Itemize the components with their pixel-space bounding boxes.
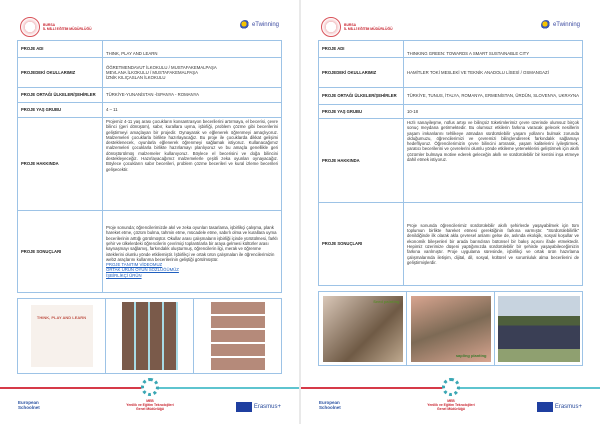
label-about: PROJE HAKKINDA	[18, 118, 103, 211]
etwinning-logo	[541, 20, 580, 30]
meb-star-icon	[442, 378, 460, 396]
logo-text: European	[18, 400, 39, 405]
eu-flag-icon	[236, 402, 252, 412]
age-group: 10-18	[404, 105, 583, 119]
logo-text: MEB	[146, 399, 154, 403]
logo-text: Genel Müdürlüğü	[437, 407, 465, 412]
erasmus-logo	[537, 402, 582, 412]
label-name: PROJE ADI	[18, 41, 103, 58]
meb-bursa-logo	[321, 17, 393, 37]
results-text: Proje sonunda öğrencilerimiz sürdürülebilir akıllı şehirlerde yaşayabilmek için tüm toplumun birlikte hareket etmesi gerektiğinin farkına varmıştır. “Sürdürülebilirlik” denildiğinde ilk olarak akla çevresel anlamı gelse de, aslında ekolojik, sosyal koşullar ve ekonomik bileşenleri bir arada barındıran bütünsel bir bakış açısını ifade etmektedir. Hepimiz üzerimize düşeni yaptığımızda sürdürülebilir bir şehirde yaşayabileceğimizin farkına varılmıştır. Proje uygulama süresinde, işbirlikçi ve ortak ürün hazırlama çalışmalarında iletişim, dijital, dil, sosyal, kültürel ve sorumluluk alma becerilerini de geliştirmişlerdir.	[404, 203, 583, 286]
meb-yegitek-logo	[110, 399, 190, 412]
label-results: PROJE SONUÇLARI	[18, 211, 103, 293]
photo-collage	[122, 302, 178, 370]
school: MEVLANA İLKOKULU / MUSTAFAKEMALPAŞA	[106, 69, 199, 75]
logo-text: Yenilik ve Eğitim Teknolojileri	[427, 403, 475, 408]
photo-row	[318, 291, 583, 366]
results-text: Proje sonunda; öğrencilerimizde akıl ve zeka oyunları tasarlama, işbirlikçi çalışma, plank hareket etme, çözüm bulma, tahmin etme, mücadele etme, sabırlı olma ve kurallara uyma becerilerinin arttığı görülmüştür. Okullar arası çalışmaların işbirliği içinde yürütülmesi, farklı şehir ve ülkelerdeki öğrencilerin çevrimiçi toplantılarla bir araya gelmesi kültürler arası kaynaşmayı sağlamış, farkındalık oluşturmuş, öğrencilerin ilgi, merak ve öğrenme isteklerini olumlu yönde etkilemiştir. İşbirlikçi ve ortak ürün çalışmaları ile öğrencilerimizin web2 araçlarını kullanma becerilerinin geliştiği görülmüştür.	[106, 225, 278, 262]
school: ÖĞRETMENDAVUT İLKOKULU / MUSTAFAKEMALPAŞA	[106, 64, 217, 70]
logo-text: BURSA	[344, 23, 357, 27]
logo-text: Yenilik ve Eğitim Teknolojileri	[126, 403, 174, 408]
project-name: THINK, PLAY AND LEARN	[103, 41, 282, 58]
logo-text: BURSA	[43, 23, 56, 27]
partners: TÜRKİYE, TUNUS, İTALYA, ROMANYA, ERMENİSTAN, ÜRDÜN, SLOVENYA, UKRAYNA	[404, 88, 583, 105]
european-schoolnet-logo	[18, 401, 40, 410]
label-about: PROJE HAKKINDA	[319, 119, 404, 203]
about-text: Hızlı sanayileşme, nüfus artışı ve bilinçsiz tüketimlerimiz çevre üzerinde olumsuz birçok sonuç meydana getirmektedir. Bu olumsuz etkilerin farkına varacak gelecek nesillerin yaşam imkanlarını tehlikeye atmadan sürdürülebilir yaşam yollarını bulmak zorunda olduğumuzu, öğrencilerimizi ve çevremizi bilinçlendirerek farkındalık sağlamayı hedefliyoruz. Öğrencilerimizin çevre bilincini artırarak, yaşam kalitelerini iyileştirmek, yaratıcı becerilerini ve çevrelerini olumlu yönde etkileme yeteneklerini geliştirmek için akıllı çözümler bulmaya motive ederek geleceğin akıllı ve sürdürülebilir bir kentini inşa etmeye dahil etmek istiyoruz.	[404, 119, 583, 203]
european-schoolnet-logo	[319, 401, 341, 410]
meb-seal-icon	[20, 17, 40, 37]
meb-star-icon	[141, 378, 159, 396]
about-text: Projemiz 4-11 yaş arası çocukların konsantrasyon becerilerini artırmaya, el becerisi, çevre bilinci (geri dönüşüm), sabır, kurallara uyma, işbirliği, problem çözme gibi becerilerini geliştirmeyi amaçlayan bir projedir. Oynayarak ve eğlenerek öğrenmeyi amaçlıyoruz. Malzemeleri çocuklarla birlikte hazırlayacağız. Bu proje ile çocuklarda dikkat gelişimi desteklenecek, oyunlarla eğlenerek öğrenmeyi sağlamak istiyoruz. Kullanacağımız malzemeleri çocuklarla birlikte hazırlamayı planlıyoruz ve bu amaçla genellikle geri dönüştürülmüş malzemeler kullanıyoruz. Böylece el becerisini ve doğa bilincini destekleyeceğiz. Hazırlayacağımız malzemelerle çeşitli zeka oyunları oynayacağız. Böylece çocukların sabır becerileri, problem çözme becerileri ve kural izleme becerileri gelişecektir.	[103, 118, 282, 211]
label-schools: PROJEDEKİ OKULLARIMIZ	[18, 58, 103, 88]
age-group: 4 – 11	[103, 103, 282, 118]
eu-flag-icon	[537, 402, 553, 412]
logo-text: İL MİLLİ EĞİTİM MÜDÜRLÜĞÜ	[43, 27, 92, 31]
label-age: PROJE YAŞ GRUBU	[18, 103, 103, 118]
project-page-think-play-learn	[0, 0, 299, 424]
logo-text: eTwinning	[251, 22, 279, 28]
meb-bursa-logo	[20, 17, 92, 37]
photo-collage	[211, 302, 265, 370]
logo-text: European	[319, 400, 340, 405]
logo-text: MEB	[447, 399, 455, 403]
seed-painting-photo: Seed painting	[323, 296, 403, 362]
label-partners: PROJE ORTAĞI ÜLKELER/ŞEHİRLER	[18, 88, 103, 103]
photo-row	[17, 298, 282, 374]
logo-text: Schoolnet	[18, 404, 40, 410]
collab-product-link[interactable]: İŞBİRLİKÇİ ÜRÜN	[106, 272, 142, 278]
label-schools: PROJEDEKİ OKULLARIMIZ	[319, 58, 404, 88]
label-results: PROJE SONUÇLARI	[319, 203, 404, 286]
logo-text: Schoolnet	[319, 404, 341, 410]
project-table	[318, 40, 583, 286]
meb-seal-icon	[321, 17, 341, 37]
partners: TÜRKİYE-YUNANİSTAN -İSPANYA - ROMANYA	[103, 88, 282, 103]
project-name: THINKING GREEN: TOWARDS A SMART SUSTAINABLE CITY	[404, 41, 583, 58]
label-age: PROJE YAŞ GRUBU	[319, 105, 404, 119]
erasmus-logo	[236, 402, 281, 412]
logo-text: Genel Müdürlüğü	[136, 407, 164, 412]
project-table	[17, 40, 282, 293]
logo-text: İL MİLLİ EĞİTİM MÜDÜRLÜĞÜ	[344, 27, 393, 31]
game-dictionary-link[interactable]: ORTAK ÜRÜN OYUN SÖZLÜĞÜMÜZ	[106, 267, 179, 273]
project-page-thinking-green	[301, 0, 600, 424]
etwinning-icon	[541, 20, 551, 30]
sapling-planting-photo: sapling planting	[411, 296, 491, 362]
school: HAMİTLER TOKİ MESLEKİ VE TEKNİK ANADOLU LİSESİ / OSMANGAZİ	[404, 58, 583, 88]
meb-yegitek-logo	[411, 399, 491, 412]
logo-text: eTwinning	[552, 22, 580, 28]
video-link[interactable]: PROJE TANITIM VİDEOMUZ	[106, 262, 163, 268]
logo-text: Erasmus+	[253, 404, 281, 410]
logo-text: Erasmus+	[554, 404, 582, 410]
school: İZNİK KILIÇASLAN İLKOKULU	[106, 75, 166, 81]
label-name: PROJE ADI	[319, 41, 404, 58]
label-partners: PROJE ORTAĞI ÜLKELER/ŞEHİRLER	[319, 88, 404, 105]
etwinning-logo	[240, 20, 279, 30]
project-logo-image: THINK, PLAY AND LEARN	[31, 305, 93, 367]
etwinning-icon	[240, 20, 250, 30]
group-photo	[498, 296, 580, 362]
